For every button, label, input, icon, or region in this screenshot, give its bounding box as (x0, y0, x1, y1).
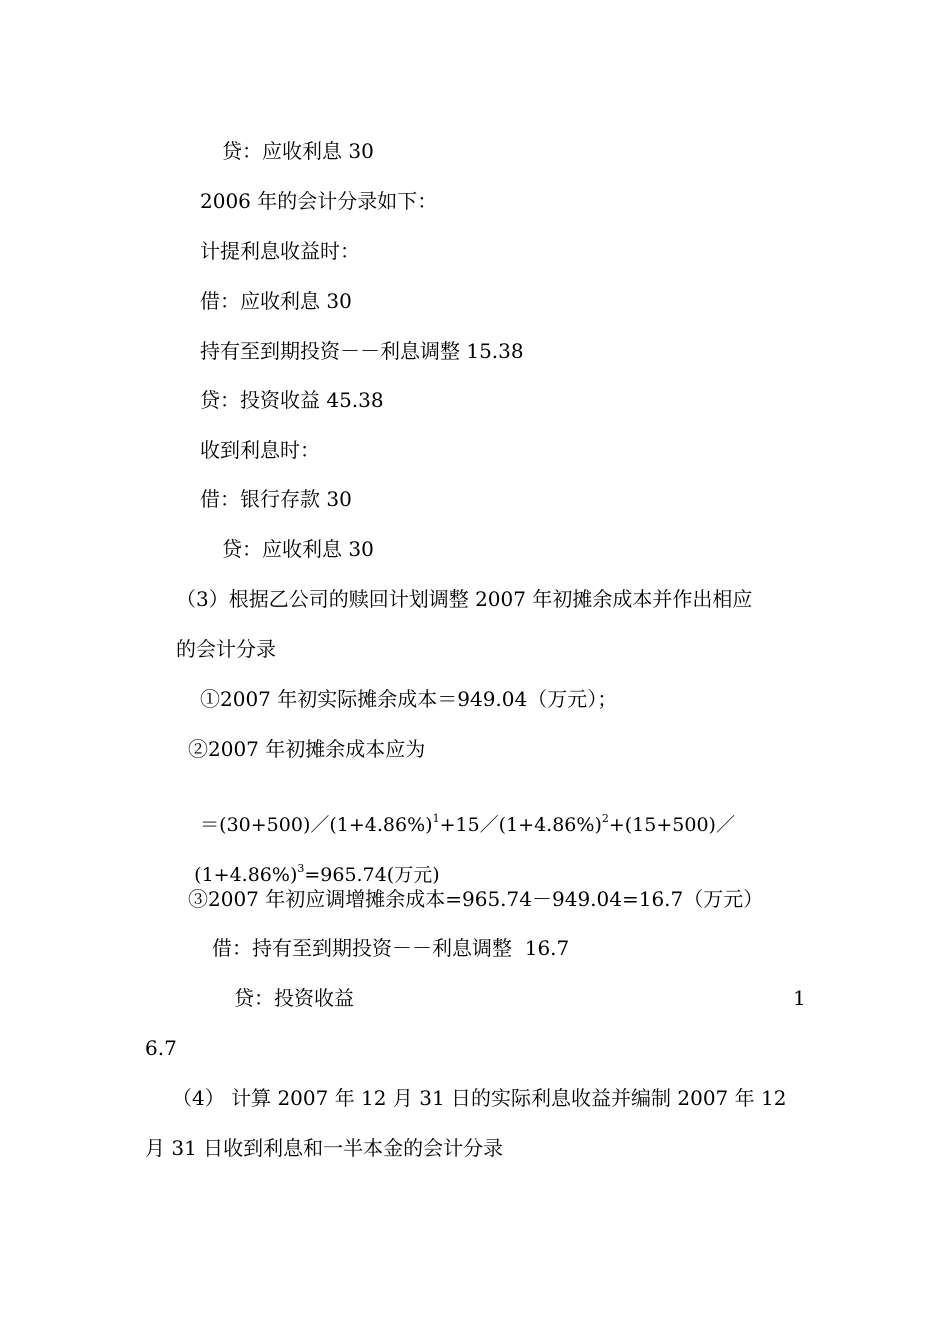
text-line: 借：应收利息 30 (200, 289, 352, 313)
text-line: 6.7 (145, 1036, 177, 1060)
text-line: 1 (793, 986, 806, 1010)
section-heading: （4） 计算 2007 年 12 月 31 日的实际利息收益并编制 2007 年 12 (172, 1086, 787, 1110)
text-line: 收到利息时： (200, 438, 320, 462)
formula-part: +15／(1+4.86%) (439, 814, 602, 836)
exponent: 1 (432, 812, 440, 825)
formula-part: ＝(30+500)／(1+4.86%) (200, 814, 433, 836)
text-line: 借：银行存款 30 (200, 487, 352, 511)
text-line: 的会计分录 (176, 637, 276, 661)
text-line: 计提利息收益时： (200, 239, 360, 263)
text-line: ①2007 年初实际摊余成本＝949.04（万元）； (200, 687, 618, 711)
text-line: ②2007 年初摊余成本应为 (188, 737, 426, 761)
text-line: 贷：应收利息 30 (222, 537, 374, 561)
text-line: 2006 年的会计分录如下： (200, 189, 438, 213)
formula-part: =965.74(万元) (304, 864, 440, 886)
text-line: 贷：应收利息 30 (222, 139, 374, 163)
formula-part: +(15+500)／ (608, 814, 735, 836)
exponent: 2 (601, 812, 609, 825)
text-line: 贷：投资收益 45.38 (200, 388, 384, 412)
exponent: 3 (297, 862, 305, 875)
formula-part: (1+4.86%) (194, 864, 298, 886)
text-line: 月 31 日收到利息和一半本金的会计分录 (145, 1136, 504, 1160)
text-line: 贷：投资收益 (234, 986, 354, 1010)
text-line: 借：持有至到期投资－－利息调整 16.7 (212, 936, 570, 960)
text-line: ③2007 年初应调增摊余成本=965.74－949.04=16.7（万元） (188, 887, 764, 911)
text-line: 持有至到期投资－－利息调整 15.38 (200, 339, 524, 363)
section-heading: （3）根据乙公司的赎回计划调整 2007 年初摊余成本并作出相应 (176, 587, 753, 611)
